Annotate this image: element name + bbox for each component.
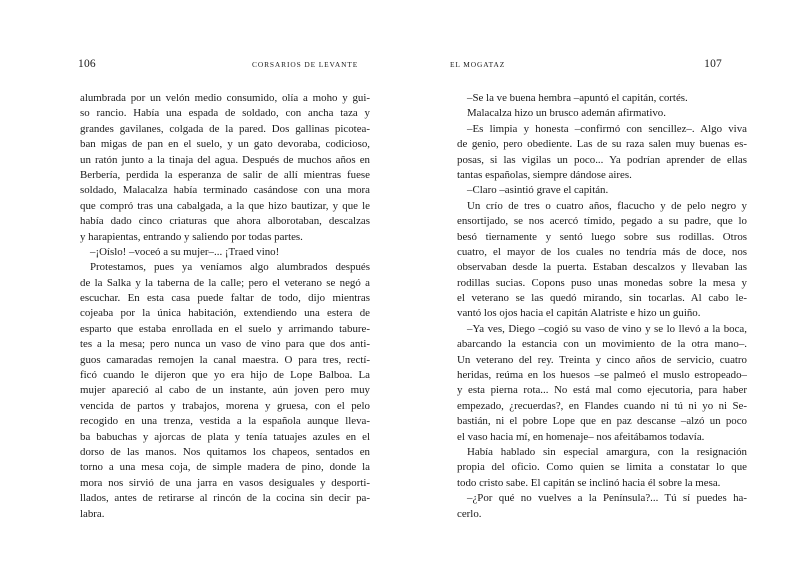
text-line: vantó los ojos hacia el capitán Alatriste e hizo un guiño. <box>457 307 701 320</box>
text-line: posas, si las vigilas un poco... Ya podrían aprender de ellas <box>457 153 747 166</box>
text-line: –Ya ves, Diego –cogió su vaso de vino y se lo llevó a la boca, <box>467 322 747 335</box>
text-line: tes a la mesa; pero nunca un vaso de vino para que dos anti- <box>80 338 370 351</box>
text-line: soldado, Malacalza había terminado casándose con una mora <box>80 184 370 197</box>
text-line: labra. <box>80 507 105 520</box>
right-running-head <box>400 58 800 74</box>
right-page <box>400 0 800 585</box>
text-line: cerlo. <box>457 507 482 520</box>
text-line: alumbrada por un velón medio consumido, olía a moho y gui- <box>80 92 370 104</box>
text-line: guos camaradas remojen la canal maestra. O para tres, rectí- <box>80 353 370 366</box>
text-line: Había hablado sin especial amargura, con la resignación <box>467 445 747 458</box>
text-line: escuchar. En esta casa puede faltar de todo, dijo mientras <box>80 292 370 305</box>
text-line: ficó cuando le dijeron que yo era hijo de Lope Balboa. La <box>80 369 370 382</box>
text-line: cojeaba por la única habitación, extendiendo una estera de <box>80 307 370 320</box>
text-line: –Se la ve buena hembra –apuntó el capitán, cortés. <box>467 92 688 104</box>
text-line: Un veterano del rey. Treinta y cinco años de servicio, cuatro <box>457 353 747 366</box>
right-page-number: 107 <box>704 58 722 70</box>
text-line: mujer apareció al cabo de un instante, aún joven pero muy <box>80 384 370 397</box>
text-line: –Es limpia y honesta –confirmó con sencillez–. Algo viva <box>467 122 747 135</box>
left-running-title: CORSARIOS DE LEVANTE <box>252 60 359 69</box>
text-line: mora nos sirvió de una jarra en vasos desiguales y desporti- <box>80 476 370 489</box>
text-line: propia del oficio. Como quien se limita a constatar lo que <box>457 461 747 474</box>
text-line: cuatro, el mayor de los cuales no tendría más de doce, nos <box>457 245 747 258</box>
left-page-number: 106 <box>78 58 96 70</box>
text-line: ba babuchas y ajorcas de plata y tenía tatuajes azules en el <box>80 430 370 443</box>
text-line: ban migas de pan en el suelo, y un gato devoraba, codicioso, <box>80 138 370 151</box>
text-line: recogido en una trenza, vestida a la española aunque lleva- <box>80 415 370 428</box>
text-line: bastián, ni el pobre Lope que en paz descanse –alzó un poco <box>457 415 747 428</box>
text-line: el veterano se las quedó mirando, sin tocarlas. Al cabo le- <box>457 292 747 305</box>
left-body-text <box>80 91 370 522</box>
text-line: –¡Oíslo! –voceó a su mujer–... ¡Traed vino! <box>90 245 280 258</box>
text-line: rodillas sucias. Copons puso unas monedas sobre la mesa y <box>457 276 747 289</box>
text-line: Malacalza hizo un brusco ademán afirmativo. <box>467 107 666 120</box>
text-line: tantas españolas, siempre dándose aires. <box>457 168 632 181</box>
text-line: empezado, ¿recuerdas?, en Flandes cuando ni tú ni yo ni Se- <box>457 399 747 412</box>
text-line: que compró tras una cabalgada, a la que hizo bautizar, y que le <box>80 199 370 212</box>
text-line: vencida de partos y trabajos, morena y gruesa, con el pelo <box>80 399 370 412</box>
right-body-text <box>457 91 747 522</box>
text-line: esparto que estaba enrollada en el suelo y arrimando tabure- <box>80 322 370 335</box>
text-line: torno a una mesa coja, de simple madera de pino, donde la <box>80 461 370 474</box>
text-line: so rancio. Había una espada de soldado, con ancha taza y <box>80 107 370 120</box>
text-line: Berbería, perdida la esperanza de salir de allí mientras fuese <box>80 168 370 181</box>
left-running-head <box>0 58 400 74</box>
text-line: Protestamos, pues ya veníamos algo alumbrados después <box>90 261 370 274</box>
text-line: Un crío de tres o cuatro años, flacucho y de pelo negro y <box>467 199 747 212</box>
text-line: dorso de las manos. Nos quitamos los chapeos, sentados en <box>80 445 370 458</box>
text-line: abarcando la estancia con un movimiento de la otra mano–. <box>457 338 747 351</box>
text-line: todo cristo sabe. El capitán se inclinó hacia él sobre la mesa. <box>457 476 721 489</box>
text-line: llados, antes de retirarse al rincón de la cocina sin decir pa- <box>80 492 370 505</box>
text-line: heridas, reúma en los huesos –se palmeó el muslo estropeado– <box>457 369 747 382</box>
text-line: de la Salka y la taberna de la calle; pero el veterano se negó a <box>80 276 370 289</box>
text-line: de genio, pero obediente. Las de su raza salen muy buenas es- <box>457 138 747 151</box>
text-line: –¿Por qué no vuelves a la Península?... Tú sí puedes ha- <box>467 492 747 505</box>
text-line: grandes gavilanes, colgada de la pared. Dos gallinas picotea- <box>80 122 370 135</box>
right-running-title: EL MOGATAZ <box>450 60 506 69</box>
text-line: y harapientas, entrando y saliendo por todas partes. <box>80 230 303 243</box>
text-line: besó tiernamente y sentó luego sobre sus rodillas. Otros <box>457 230 747 243</box>
text-line: ensortijado, se nos acercó tímido, pegado a su padre, que lo <box>457 215 747 228</box>
text-line: el vaso hacia mí, en homenaje– nos afeitábamos todavía. <box>457 430 705 443</box>
text-line: un ratón junto a la tinaja del agua. Después de muchos años en <box>80 153 370 166</box>
text-line: y esta pierna rota... No está mal como ejecutoria, para haber <box>457 384 747 397</box>
text-line: había dado cinco criaturas que ahora alborotaban, descalzas <box>80 215 370 228</box>
text-line: observaban desde la puerta. Estaban descalzos y llevaban las <box>457 261 747 274</box>
text-line: –Claro –asintió grave el capitán. <box>467 184 609 197</box>
